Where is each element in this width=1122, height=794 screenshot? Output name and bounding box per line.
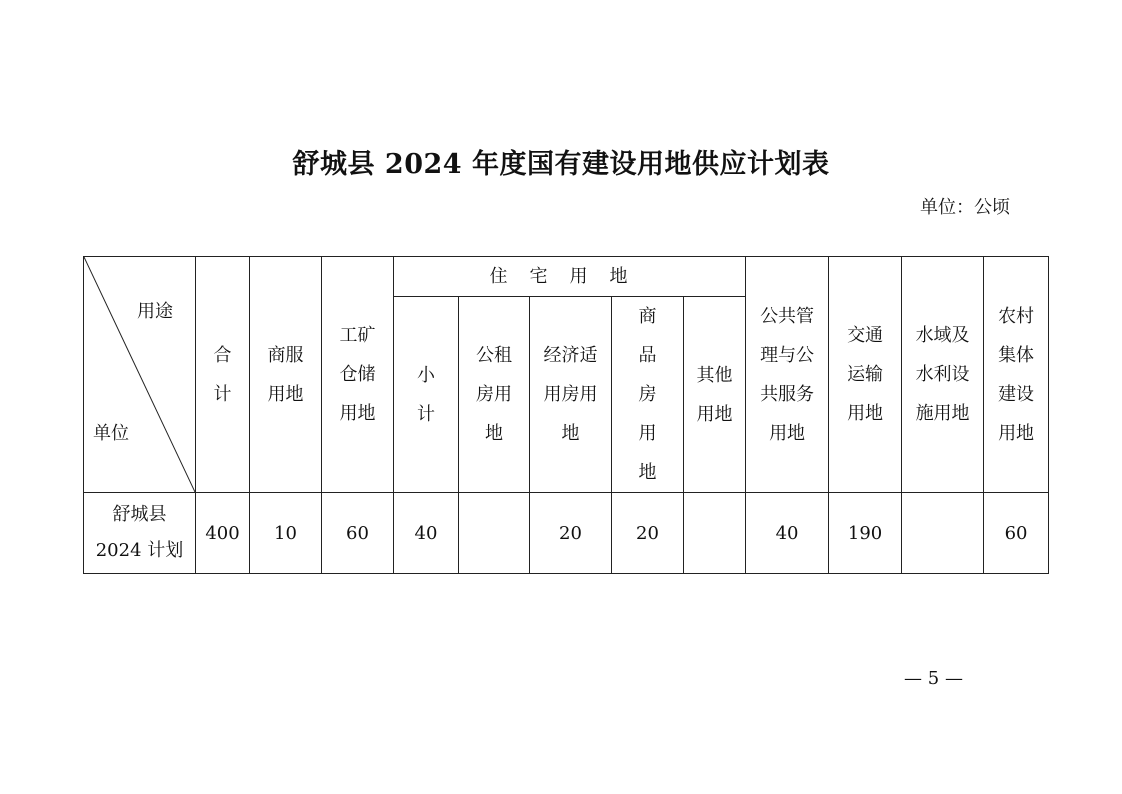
header-public-rental: 公租房用地	[459, 297, 530, 493]
value-public-rental	[459, 493, 530, 574]
header-subtotal: 小计	[394, 297, 459, 493]
value-commercial-housing: 20	[612, 493, 684, 574]
header-other-residential: 其他用地	[684, 297, 746, 493]
page-number: — 5 —	[904, 668, 963, 689]
document-title: 舒城县 2024 年度国有建设用地供应计划表	[292, 149, 830, 180]
header-water: 水域及水利设施用地	[902, 257, 984, 493]
value-total: 400	[196, 493, 250, 574]
corner-header-cell	[84, 257, 196, 493]
corner-unit-label: 单位	[93, 423, 129, 444]
header-rural-collective: 农村集体建设用地	[984, 257, 1049, 493]
row-unit-name: 舒城县	[112, 504, 167, 525]
value-subtotal: 40	[394, 493, 459, 574]
value-water	[902, 493, 984, 574]
value-commercial: 10	[250, 493, 322, 574]
header-residential-group: 住宅用地	[394, 257, 746, 297]
unit-label: 单位：公顷	[920, 197, 1010, 218]
header-commercial: 商服用地	[250, 257, 322, 493]
header-public-service: 公共管理与公共服务用地	[746, 257, 829, 493]
header-industrial: 工矿仓储用地	[322, 257, 394, 493]
row-unit-plan: 2024 计划	[95, 540, 184, 561]
value-transport: 190	[829, 493, 902, 574]
header-transport: 交通运输用地	[829, 257, 902, 493]
value-industrial: 60	[322, 493, 394, 574]
diagonal-line	[84, 257, 195, 492]
value-other-residential	[684, 493, 746, 574]
corner-usage-label: 用途	[137, 301, 173, 322]
land-supply-table	[83, 256, 1049, 574]
value-rural-collective: 60	[984, 493, 1049, 574]
value-affordable: 20	[530, 493, 612, 574]
header-total: 合计	[196, 257, 250, 493]
header-commercial-housing: 商品房用地	[612, 297, 684, 493]
value-public-service: 40	[746, 493, 829, 574]
header-affordable: 经济适用房用地	[530, 297, 612, 493]
row-unit-cell	[84, 493, 196, 574]
